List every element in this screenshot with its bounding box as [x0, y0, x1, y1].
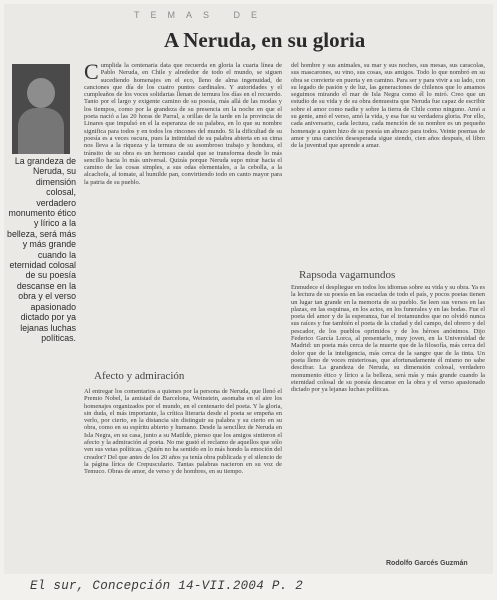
article-column-1b — [84, 388, 282, 570]
author-byline: Rodolfo Garcés Guzmán — [386, 560, 468, 567]
newspaper-clipping — [4, 4, 493, 574]
article-paragraph-2: Al entregar los comentarios a quienes por la persona de Neruda, que llenó el Premio Nobel, la amistad de Barcelona, Weinstein, asomaba en el aire los homenajes organizados por el mundo, en el centenario del poeta. Y la gloria, sin duda, el más importante, la crítica literaria desde el poeta se empeña en verlo, por cierto, en la distancia sin distinguir su palabra y su cierto en su obra, como en su espíritu abierto y humano. Desde la sencillez de Neruda en Isla Negra, en su casa, junto a su Matilde, pienso que los amigos sintieron el afecto y la admiración al poeta. No me gustó el reclamo de aquellos que sólo ven sus vetas políticas. ¿Quién no ha sentido en lo más hondo la emoción del creador? Del que antes de los 20 años ya tenía obra publicada y el silencio de la página lírica de Crepusculario. Tantas palabras nacieron en su voz de Temuco. Obras de amor, de verso y de hombres, en su tiempo. — [84, 388, 282, 476]
subheading-afecto: Afecto y admiración — [94, 370, 185, 382]
photo-body-shape — [18, 108, 64, 154]
subheading-rapsoda: Rapsoda vagamundos — [299, 269, 396, 281]
photo-head-shape — [27, 78, 55, 108]
drop-cap: C — [84, 62, 99, 84]
handwritten-source-note: El sur, Concepción 14-VII.2004 P. 2 — [30, 579, 304, 593]
author-photo — [12, 64, 70, 154]
page-title: A Neruda, en su gloria — [164, 28, 366, 52]
article-column-1 — [84, 62, 282, 380]
article-column-2 — [291, 62, 485, 266]
photo-caption: La grandeza de Neruda, su dimensión colosal, verdadero monumento ético y lírico a la belleza, será más y más grande cuando la eternidad colosal de su poesía descanse en la obra y el verso apasionado dictado por ya lejanas luchas políticas. — [7, 156, 76, 343]
article-paragraph-4: Enmudece el despliegue en todos los idiomas sobre su vida y su obra. Ya es la lectura de su poesía en las escuelas de todo el país, y pocos poetas tienen un lugar tan grande en la memoria de su pueblo. Se leen sus versos en las plazas, en las esquinas, en los actos, en los funerales y en las bodas. Fue el poeta del amor y de la esperanza, fue el trotamundos que no olvidó nunca sus raíces y fue también el poeta de la ciudad y del campo, del obrero y del pescador, de los pueblos oprimidos y de los héroes anónimos. Dijo Federico García Lorca, al presentarlo, muy joven, en la Universidad de Madrid: un poeta más cerca de la muerte que de la filosofía, más cerca del dolor que de la inteligencia, más cerca de la sangre que de la tinta. Un poeta lleno de voces misteriosas, que afortunadamente él mismo no sabe descifrar. La grandeza de Neruda, su dimensión colosal, verdadero monumento ético y lírico a la belleza, será más y más grande cuando la eternidad colosal de su poesía descanse en la obra y el verso apasionado dictado por ya lejanas luchas políticas. — [291, 284, 485, 394]
section-kicker: TEMAS DE — [134, 10, 269, 20]
article-paragraph-3: del hombre y sus animales, su mar y sus noches, sus mesas, sus caracolas, sus mascarones, su vino, sus cosas, sus amigos. Todo lo que nombró en su obra se convierte en puerta y en camino. Para ser y para vivir a su lado, con su legado de pasión y de luz, las generaciones de chilenos que lo amamos seguimos mirando el mar de Isla Negra como él lo miró. Creo que un estudio de su vida y de su obra demuestra que Neruda fue capaz de escribir sobre el amor como nadie y sobre la tierra de Chile como ninguno. Amó a su gente, amó el verso, amó la vida, y esa fue su verdadera gloria. Por ello, cada aniversario, cada lectura, cada mención de su nombre es un pequeño homenaje a quien hizo de su poesía un abrazo para todos. Veinte poemas de amor y una canción desesperada sigue siendo, cien años después, el libro de la juventud que aprende a amar. — [291, 62, 485, 150]
article-column-2b — [291, 284, 485, 548]
article-paragraph-1: umplida la centenaria data que recuerda en gloria la cuarta línea de Pablo Neruda, en Chile y alrededor de todo el mundo, se siguen sucediendo homenajes en el eco, lleno de alma ingenuidad, de canciones que día de los cuatro puntos cardinales. Y autoridades y el cumpleaños de los voces solidarias llenan de ternura los días en el recuerdo. Tanto por el largo y exigente camino de su poesía, más allá de las modas y los tiempos, como por la grandeza de su presencia en la noche en que el poeta nació a las 20 horas de Parral, a orillas de la tarde en la provincia de Linares que impulsó en el la esperanza de su palabra, en lo que su nombre significa para todos y en todos los rincones del mundo. Si la dificultad de su poesía es a veces oscura, pues la intimidad de su palabra abierta en su cima nos lleva a la riqueza y la ternura de su asombroso trabajo y hondura, el tránsito de su obra es un hermoso caudal que se transforma desde lo más sencillo hacia lo más universal. Quizás porque Neruda supo mirar hacia el camino de las cosas simples, a sus odas elementales, a la cebolla, a la alcachofa, al tomate, al humilde pan, convirtiendo todo en canto mayor para la patria de su pueblo. — [84, 62, 282, 186]
